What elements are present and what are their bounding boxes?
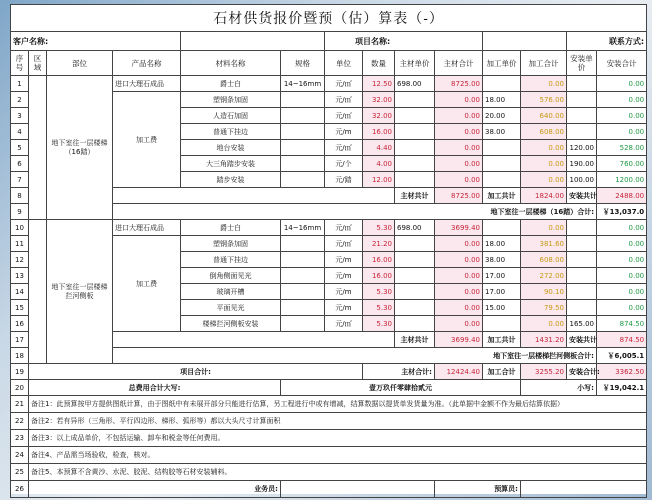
- install-subtotal-label: 安装共计: [567, 188, 597, 204]
- column-header: 主材单价: [395, 51, 435, 76]
- material-name: 普通下挂边: [181, 252, 281, 268]
- unit: 元/个: [325, 156, 363, 172]
- quote-table: [10, 4, 647, 498]
- quantity: 16.00: [363, 124, 395, 140]
- unit: 元/㎡: [325, 140, 363, 156]
- process-total: 381.60: [521, 236, 567, 252]
- spec: [281, 284, 325, 300]
- process-price: [483, 220, 521, 236]
- unit: 元/㎡: [325, 316, 363, 332]
- process-subtotal: 1431.20: [521, 332, 567, 348]
- install-price: [567, 92, 597, 108]
- column-header: 产品名称: [113, 51, 181, 76]
- row-number: 7: [11, 172, 29, 188]
- material-total: 0.00: [435, 124, 483, 140]
- process-price: 20.00: [483, 108, 521, 124]
- material-name: 大三角踏步安装: [181, 156, 281, 172]
- sales-value: [281, 481, 435, 498]
- process-subtotal: 1824.00: [521, 188, 567, 204]
- install-price: 165.00: [567, 316, 597, 332]
- grand-total-small-value: ￥19,042.1: [597, 380, 647, 396]
- budget-label: 预算员:: [435, 481, 521, 498]
- process-price: 38.00: [483, 124, 521, 140]
- unit: 元/m: [325, 268, 363, 284]
- process-total: 0.00: [521, 156, 567, 172]
- quantity: 5.30: [363, 220, 395, 236]
- quantity: 5.30: [363, 284, 395, 300]
- project-total-row: [11, 364, 647, 380]
- install-price: [567, 268, 597, 284]
- process-subtotal-label: 加工共计: [483, 188, 521, 204]
- process-subtotal-label: 加工共计: [483, 332, 521, 348]
- column-header: 加工合计: [521, 51, 567, 76]
- unit: 元/m: [325, 284, 363, 300]
- column-header: 数量: [363, 51, 395, 76]
- product-name: 进口大理石成品: [113, 76, 181, 92]
- install-total: 874.50: [597, 316, 647, 332]
- column-header: 加工单价: [483, 51, 521, 76]
- spec: [281, 156, 325, 172]
- spec: [281, 316, 325, 332]
- row-number: 25: [11, 464, 29, 481]
- column-header: 安装合计: [597, 51, 647, 76]
- row-number: 5: [11, 140, 29, 156]
- install-price: [567, 124, 597, 140]
- quantity: 4.40: [363, 140, 395, 156]
- grand-total-label: 总费用合计大写:: [29, 380, 281, 396]
- note-text: 备注5、本预算不含黄沙、水泥、胶泥、结构胶等石材安装辅料。: [29, 464, 647, 481]
- install-total: 0.00: [597, 300, 647, 316]
- row-number: 26: [11, 481, 29, 498]
- material-total: 0.00: [435, 300, 483, 316]
- material-subtotal: 8725.00: [435, 188, 483, 204]
- unit: 元/踏: [325, 172, 363, 188]
- project-name-label: 项目名称:: [325, 32, 483, 51]
- unit: 元/㎡: [325, 236, 363, 252]
- row-number: 9: [11, 204, 29, 220]
- material-total: 0.00: [435, 252, 483, 268]
- material-price: [395, 124, 435, 140]
- process-grand-total: 3255.20: [521, 364, 567, 380]
- process-total: 640.00: [521, 108, 567, 124]
- quantity: 4.00: [363, 156, 395, 172]
- material-total: 0.00: [435, 316, 483, 332]
- material-price: [395, 108, 435, 124]
- quantity: 12.00: [363, 172, 395, 188]
- material-name: 塑钢条加固: [181, 92, 281, 108]
- note-text: 备注4、产品需当场验收，检查，核对。: [29, 447, 647, 464]
- material-total: 0.00: [435, 236, 483, 252]
- subtotal-blank: [113, 188, 395, 204]
- row-number: 21: [11, 396, 29, 413]
- subtotal-blank: [113, 332, 395, 348]
- material-name: 踏步安装: [181, 172, 281, 188]
- table-row: [11, 220, 647, 236]
- part-cell: 地下室往一层楼梯（16踏）: [47, 76, 113, 220]
- process-price: [483, 172, 521, 188]
- spec: [281, 268, 325, 284]
- section-total-label: 地下室往一层楼梯（16踏）合计:: [113, 204, 597, 220]
- note-row: [11, 447, 647, 464]
- row-number: 4: [11, 124, 29, 140]
- process-total: 608.00: [521, 252, 567, 268]
- material-grand-total: 12424.40: [435, 364, 483, 380]
- unit: 元/m: [325, 124, 363, 140]
- process-price: 17.00: [483, 268, 521, 284]
- material-total: 8725.00: [435, 76, 483, 92]
- sales-label: 业务员:: [29, 481, 281, 498]
- material-price: 698.00: [395, 220, 435, 236]
- material-total: 0.00: [435, 268, 483, 284]
- install-price: [567, 220, 597, 236]
- grand-total-text: 壹万玖仟零肆拾贰元: [281, 380, 521, 396]
- row-number: 19: [11, 364, 29, 380]
- table-row: [11, 76, 647, 92]
- process-price: 18.00: [483, 236, 521, 252]
- grand-total-small-label: 小写:: [521, 380, 597, 396]
- process-total: 0.00: [521, 316, 567, 332]
- unit: 元/㎡: [325, 76, 363, 92]
- install-total: 0.00: [597, 76, 647, 92]
- region-cell: [29, 76, 47, 220]
- spec: [281, 236, 325, 252]
- row-number: 14: [11, 284, 29, 300]
- process-total: 608.00: [521, 124, 567, 140]
- unit: 元/m: [325, 252, 363, 268]
- quantity: 32.00: [363, 108, 395, 124]
- row-number: 23: [11, 430, 29, 447]
- quantity: 16.00: [363, 252, 395, 268]
- spec: [281, 108, 325, 124]
- install-price: [567, 76, 597, 92]
- material-name: 普通下挂边: [181, 124, 281, 140]
- material-price: [395, 316, 435, 332]
- material-price: [395, 140, 435, 156]
- column-header-row: [11, 51, 647, 76]
- spec: [281, 252, 325, 268]
- process-price: [483, 76, 521, 92]
- install-total: 0.00: [597, 236, 647, 252]
- region-cell: [29, 220, 47, 364]
- material-price: [395, 252, 435, 268]
- row-number: 8: [11, 188, 29, 204]
- unit: 元/㎡: [325, 108, 363, 124]
- material-price: [395, 92, 435, 108]
- note-row: [11, 464, 647, 481]
- quantity: 5.30: [363, 316, 395, 332]
- install-total: 528.00: [597, 140, 647, 156]
- row-number: 22: [11, 413, 29, 430]
- row-number: 13: [11, 268, 29, 284]
- material-price: [395, 300, 435, 316]
- install-total: 0.00: [597, 108, 647, 124]
- material-grand-label: 主材合计:: [363, 364, 435, 380]
- install-price: 100.00: [567, 172, 597, 188]
- process-total: 0.00: [521, 220, 567, 236]
- spec: [281, 140, 325, 156]
- install-price: [567, 284, 597, 300]
- quantity: 21.20: [363, 236, 395, 252]
- material-price: 698.00: [395, 76, 435, 92]
- row-number: 1: [11, 76, 29, 92]
- row-number: 16: [11, 316, 29, 332]
- material-name: 爵士白: [181, 220, 281, 236]
- spec: [281, 172, 325, 188]
- note-text: 备注2：若有异形（三角形、平行四边形、梯形、弧形等）都以大头尺寸计算面积: [29, 413, 647, 430]
- row-number: 20: [11, 380, 29, 396]
- process-total: 79.50: [521, 300, 567, 316]
- note-text: 备注1：此预算按甲方提供图纸计算，由于图纸中有未展开部分只能进行估算，另工程进行中或有增减，结算数据以提货单发货量为准。（此单据中金额不作为最后结算依据）: [29, 396, 647, 413]
- spec: 14~16mm: [281, 220, 325, 236]
- column-header: 规格: [281, 51, 325, 76]
- unit: 元/m: [325, 300, 363, 316]
- material-total: 0.00: [435, 172, 483, 188]
- contact-label: 联系方式:: [567, 32, 647, 51]
- material-name: 楼梯拦河侧板安装: [181, 316, 281, 332]
- quotation-sheet: [10, 4, 646, 494]
- install-total: 0.00: [597, 284, 647, 300]
- material-name: 爵士白: [181, 76, 281, 92]
- install-total: 0.00: [597, 220, 647, 236]
- material-price: [395, 268, 435, 284]
- install-total: 0.00: [597, 92, 647, 108]
- material-name: 倒角侧面见光: [181, 268, 281, 284]
- client-name-value[interactable]: [181, 32, 325, 51]
- material-price: [395, 172, 435, 188]
- row-number: 10: [11, 220, 29, 236]
- process-total: 90.10: [521, 284, 567, 300]
- row-number: 18: [11, 348, 29, 364]
- product-name: 进口大理石成品: [113, 220, 181, 236]
- spec: [281, 300, 325, 316]
- row-number: 3: [11, 108, 29, 124]
- note-row: [11, 430, 647, 447]
- material-subtotal-label: 主材共计: [395, 332, 435, 348]
- process-total: 0.00: [521, 76, 567, 92]
- process-total: 0.00: [521, 140, 567, 156]
- spec: [281, 92, 325, 108]
- unit: 元/㎡: [325, 220, 363, 236]
- install-subtotal: 874.50: [597, 332, 647, 348]
- material-name: 地台安装: [181, 140, 281, 156]
- client-name-label: 客户名称:: [11, 32, 181, 51]
- quantity: 5.30: [363, 300, 395, 316]
- install-price: [567, 108, 597, 124]
- column-header: 安装单价: [567, 51, 597, 76]
- spec: [281, 124, 325, 140]
- quantity: 16.00: [363, 268, 395, 284]
- note-row: [11, 413, 647, 430]
- process-total: 0.00: [521, 172, 567, 188]
- quantity: 12.50: [363, 76, 395, 92]
- note-row: [11, 396, 647, 413]
- install-price: 190.00: [567, 156, 597, 172]
- column-header: 材料名称: [181, 51, 281, 76]
- material-name: 人造石加固: [181, 108, 281, 124]
- process-price: 18.00: [483, 92, 521, 108]
- install-subtotal-label: 安装共计: [567, 332, 597, 348]
- material-price: [395, 156, 435, 172]
- material-subtotal-label: 主材共计: [395, 188, 435, 204]
- row-number: 11: [11, 236, 29, 252]
- part-cell: 地下室往一层楼梯拦河侧板: [47, 220, 113, 364]
- product-name: 加工费: [113, 236, 181, 332]
- grand-total-row: [11, 380, 647, 396]
- install-total: 1200.00: [597, 172, 647, 188]
- material-total: 0.00: [435, 140, 483, 156]
- row-number: 24: [11, 447, 29, 464]
- column-header: 序号: [11, 51, 29, 76]
- install-total: 0.00: [597, 124, 647, 140]
- row-number: 2: [11, 92, 29, 108]
- process-price: [483, 316, 521, 332]
- process-price: [483, 156, 521, 172]
- product-name: 加工费: [113, 92, 181, 188]
- note-text: 备注3：以上成品单价，不包括运输、卸车和税金等任何费用。: [29, 430, 647, 447]
- install-price: [567, 300, 597, 316]
- process-price: 17.00: [483, 284, 521, 300]
- unit: 元/㎡: [325, 92, 363, 108]
- signature-row: [11, 481, 647, 498]
- material-total: 0.00: [435, 92, 483, 108]
- material-name: 塑钢条加固: [181, 236, 281, 252]
- material-price: [395, 236, 435, 252]
- install-price: 120.00: [567, 140, 597, 156]
- column-header: 主材合计: [435, 51, 483, 76]
- install-subtotal: 2488.00: [597, 188, 647, 204]
- process-price: 15.00: [483, 300, 521, 316]
- process-price: [483, 140, 521, 156]
- quantity: 32.00: [363, 92, 395, 108]
- section-total-value: ￥13,037.0: [597, 204, 647, 220]
- column-header: 区域: [29, 51, 47, 76]
- process-price: 38.00: [483, 252, 521, 268]
- install-grand-total: 3362.50: [597, 364, 647, 380]
- install-price: [567, 252, 597, 268]
- install-total: 0.00: [597, 252, 647, 268]
- spec: 14~16mm: [281, 76, 325, 92]
- material-total: 0.00: [435, 156, 483, 172]
- material-name: 平面见光: [181, 300, 281, 316]
- project-name-value[interactable]: [483, 32, 567, 51]
- budget-value: [521, 481, 647, 498]
- row-number: 17: [11, 332, 29, 348]
- section-total-label: 地下室往一层楼梯拦河侧板合计:: [113, 348, 597, 364]
- material-total: 0.00: [435, 284, 483, 300]
- column-header: 部位: [47, 51, 113, 76]
- process-total: 576.00: [521, 92, 567, 108]
- column-header: 单位: [325, 51, 363, 76]
- project-total-label: 项目合计:: [29, 364, 363, 380]
- section-total-value: ￥6,005.1: [597, 348, 647, 364]
- install-price: [567, 236, 597, 252]
- row-number: 12: [11, 252, 29, 268]
- material-name: 玻璃开槽: [181, 284, 281, 300]
- install-grand-label: 安装合计:: [567, 364, 597, 380]
- process-grand-label: 加工合计: [483, 364, 521, 380]
- material-total: 0.00: [435, 108, 483, 124]
- material-subtotal: 3699.40: [435, 332, 483, 348]
- process-total: 272.00: [521, 268, 567, 284]
- material-price: [395, 284, 435, 300]
- row-number: 15: [11, 300, 29, 316]
- material-total: 3699.40: [435, 220, 483, 236]
- install-total: 0.00: [597, 268, 647, 284]
- page-title: 石材供货报价暨预（估）算表（-）: [11, 5, 647, 32]
- row-number: 6: [11, 156, 29, 172]
- install-total: 760.00: [597, 156, 647, 172]
